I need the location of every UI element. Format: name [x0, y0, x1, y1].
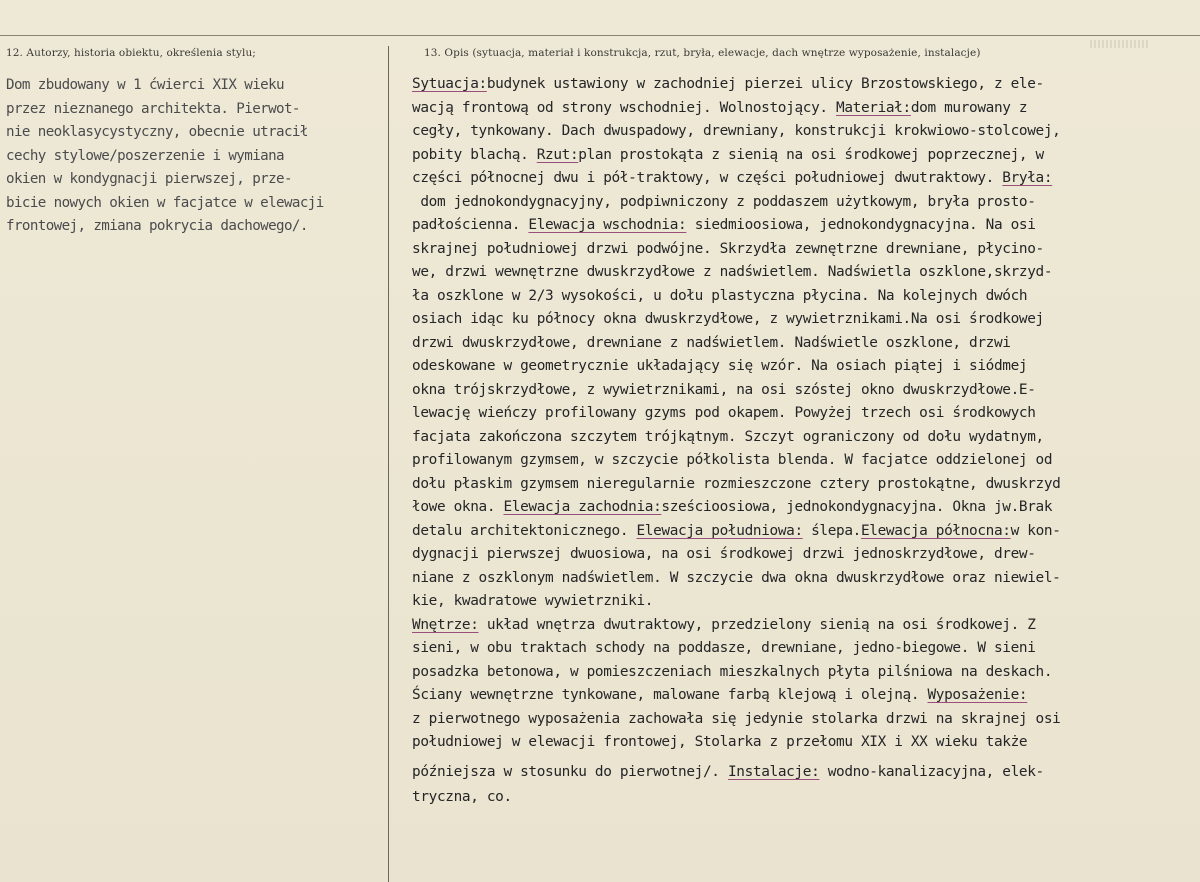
field-13-line: odeskowane w geometrycznie układający się wzór. Na osiach piątej i siódmej	[412, 358, 1028, 374]
field-13-line: Sytuacja:budynek ustawiony w zachodniej pierzei ulicy Brzostowskiego, z ele-	[412, 76, 1044, 92]
field-13-line: profilowanym gzymsem, w szczycie półkolista blenda. W facjatce oddzielonej od	[412, 452, 1053, 468]
field-13-line: dołu płaskim gzymsem nieregularnie rozmieszczone cztery prostokątne, dwuskrzyd	[412, 475, 1061, 492]
field-13-line: z pierwotnego wyposażenia zachowała się jedynie stolarka drzwi na skrajnej osi	[412, 710, 1061, 727]
field-13-line: drzwi dwuskrzydłowe, drewniane z nadświetlem. Nadświetle oszklone, drzwi	[412, 334, 1011, 351]
section-heading: Sytuacja:	[412, 76, 487, 92]
field-12-label: 12. Autorzy, historia obiektu, określenia stylu;	[6, 47, 256, 59]
section-heading: Wyposażenie:	[927, 687, 1028, 703]
top-rule	[0, 35, 1200, 36]
field-13-line: późniejsza w stosunku do pierwotnej/. Instalacje: wodno-kanalizacyjna, elek-	[412, 763, 1044, 780]
field-13-line: łowe okna. Elewacja zachodnia:sześcioosiowa, jednokondygnacyjna. Okna jw.Brak	[412, 499, 1053, 515]
field-13-line: dygnacji pierwszej dwuosiowa, na osi środkowej drzwi jednoskrzydłowe, drew-	[412, 546, 1036, 562]
field-13-line: dom jednokondygnacyjny, podpiwniczony z poddaszem użytkowym, bryła prosto-	[412, 193, 1036, 210]
section-heading: Wnętrze:	[412, 616, 479, 633]
field-12-line: przez nieznanego architekta. Pierwot-	[6, 100, 300, 117]
field-13-line: padłościenna. Elewacja wschodnia: siedmioosiowa, jednokondygnacyjna. Na osi	[412, 217, 1036, 233]
field-13-line: Wnętrze: układ wnętrza dwutraktowy, przedzielony sienią na osi środkowej. Z	[412, 616, 1036, 633]
section-heading: Elewacja południowa:	[636, 522, 803, 539]
field-13-line: okna trójskrzydłowe, z wywietrznikami, na osi szóstej okno dwuskrzydłowe.E-	[412, 381, 1036, 398]
faint-stamp	[1090, 40, 1150, 48]
field-13-line: południowej w elewacji frontowej, Stolarka z przełomu XIX i XX wieku także	[412, 734, 1028, 750]
field-13-line: skrajnej południowej drzwi podwójne. Skrzydła zewnętrzne drewniane, płycino-	[412, 240, 1044, 257]
field-12-line: Dom zbudowany w 1 ćwierci XIX wieku	[6, 77, 284, 93]
field-12-line: bicie nowych okien w facjatce w elewacji	[6, 194, 324, 211]
section-heading: Instalacje:	[727, 763, 820, 780]
field-13-line: cegły, tynkowany. Dach dwuspadowy, drewniany, konstrukcji krokwiowo-stolcowej,	[412, 123, 1061, 139]
field-13-text	[412, 73, 1061, 810]
field-13-line: części północnej dwu i pół-traktowy, w części południowej dwutraktowy. Bryła:	[412, 170, 1053, 186]
field-13-line: facjata zakończona szczytem trójkątnym. Szczyt ograniczony od dołu wydatnym,	[412, 428, 1044, 445]
field-13-line: sieni, w obu traktach schody na poddasze, drewniane, jedno-biegowe. W sieni	[412, 640, 1036, 656]
section-heading: Elewacja zachodnia:	[503, 499, 662, 515]
section-heading: Elewacja północna:	[860, 522, 1011, 539]
field-13-line: ła oszklone w 2/3 wysokości, u dołu plastyczna płycina. Na kolejnych dwóch	[412, 287, 1028, 304]
field-13-line: pobity blachą. Rzut:plan prostokąta z sienią na osi środkowej poprzecznej, w	[412, 146, 1044, 163]
field-13-line: kie, kwadratowe wywietrzniki.	[412, 593, 654, 609]
field-13-label: 13. Opis (sytuacja, materiał i konstrukcja, rzut, bryła, elewacje, dach wnętrze wyposażenie, instalacje)	[424, 47, 981, 59]
field-12-text	[6, 74, 324, 239]
field-13-line: osiach idąc ku północy okna dwuskrzydłowe, z wywietrznikami.Na osi środkowej	[412, 311, 1044, 327]
field-13-line: niane z oszklonym nadświetlem. W szczycie dwa okna dwuskrzydłowe oraz niewiel-	[412, 569, 1061, 586]
field-13-line: tryczna, co.	[412, 789, 512, 805]
section-heading: Elewacja wschodnia:	[528, 217, 687, 233]
field-13-line: we, drzwi wewnętrzne dwuskrzydłowe z nadświetlem. Nadświetla oszklone,skrzyd-	[412, 264, 1053, 280]
field-12-line: okien w kondygnacji pierwszej, prze-	[6, 171, 292, 187]
field-12-line: nie neoklasycystyczny, obecnie utracił	[6, 124, 308, 140]
section-heading: Bryła:	[1002, 170, 1053, 186]
section-heading: Rzut:	[536, 146, 579, 163]
section-heading: Materiał:	[836, 99, 911, 116]
field-12-line: frontowej, zmiana pokrycia dachowego/.	[6, 218, 308, 234]
field-13-line: detalu architektonicznego. Elewacja południowa: ślepa.Elewacja północna:w kon-	[412, 522, 1061, 539]
field-13-line: posadzka betonowa, w pomieszczeniach mieszkalnych płyta pilśniowa na deskach.	[412, 663, 1053, 680]
field-12-line: cechy stylowe/poszerzenie i wymiana	[6, 147, 284, 164]
column-divider	[388, 46, 389, 882]
field-13-line: lewację wieńczy profilowany gzyms pod okapem. Powyżej trzech osi środkowych	[412, 405, 1036, 421]
field-13-line: Ściany wewnętrzne tynkowane, malowane farbą klejową i olejną. Wyposażenie:	[412, 687, 1028, 703]
field-13-line: wacją frontową od strony wschodniej. Wolnostojący. Materiał:dom murowany z	[412, 99, 1028, 116]
